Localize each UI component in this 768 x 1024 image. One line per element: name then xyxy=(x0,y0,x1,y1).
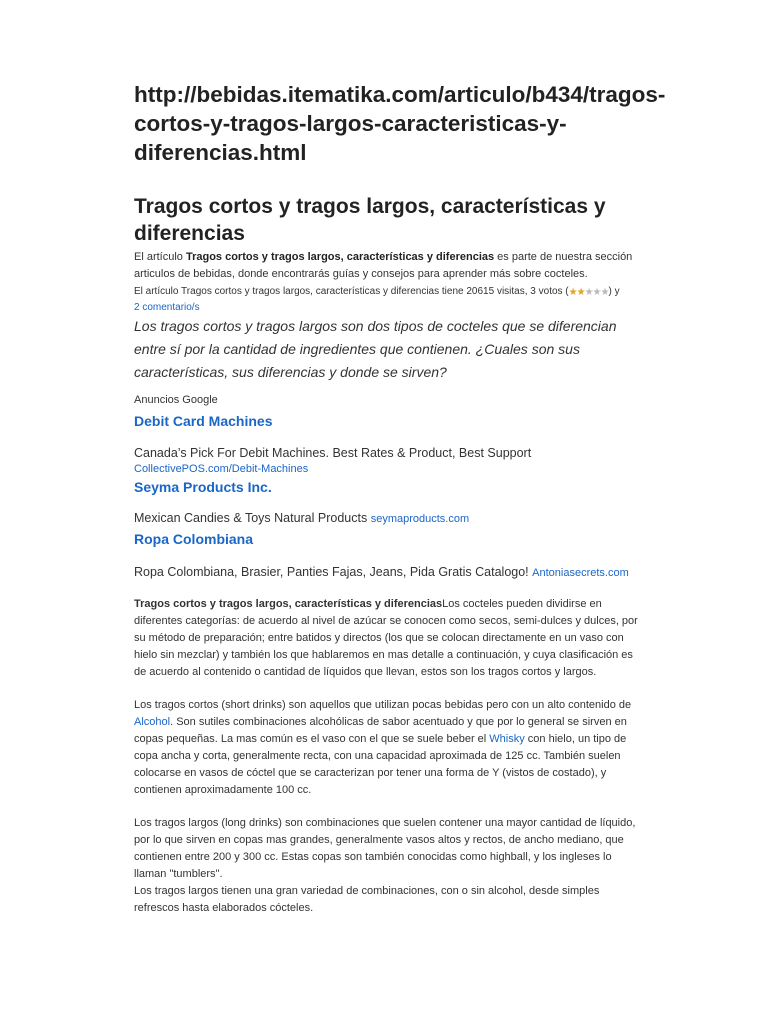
ad-title-link[interactable]: Ropa Colombiana xyxy=(134,531,254,547)
comments-link[interactable]: 2 comentario/s xyxy=(134,302,200,313)
ad-description xyxy=(134,510,642,528)
article-page xyxy=(134,80,666,917)
ad-url-link[interactable]: CollectivePOS.com/Debit-Machines xyxy=(134,463,309,475)
alcohol-link[interactable]: Alcohol xyxy=(134,716,171,728)
star-icon: ★ xyxy=(568,287,577,298)
star-icon: ★ xyxy=(592,287,601,298)
stats-after: ) y xyxy=(608,286,620,297)
body-text: con hielo, un tipo de copa ancha y corta, generalmente recta, con una capacidad aproximada de 125 cc. También suelen colocarse en vasos de cóctel que se caracterizan por tener una forma de Y (vistos de costado), y contienen aproximadamente 100 cc. xyxy=(134,733,627,796)
ad-title-link[interactable]: Seyma Products Inc. xyxy=(134,479,272,495)
article-stats xyxy=(134,284,642,315)
ad-title-link[interactable]: Debit Card Machines xyxy=(134,413,273,429)
url-heading: http://bebidas.itematika.com/articulo/b434/tragos-cortos-y-tragos-largos-caracteristicas-y-diferencias.html xyxy=(134,82,666,165)
star-icon: ★ xyxy=(600,287,609,298)
body-paragraph-1 xyxy=(134,596,642,681)
ad-description: Canada’s Pick For Debit Machines. Best Rates & Product, Best Support xyxy=(134,446,532,460)
ad-description xyxy=(134,564,642,582)
body-text: Los cocteles pueden dividirse en diferentes categorías: de acuerdo al nivel de azúcar se conocen como secos, semi-dulces y dulces, por su método de preparación; entre batidos y directos (los que se colocan directamente en un vaso con hielo sin mezclar) y también los que hablaremos en mas detalle a continuación, y cuya clasificación es de acuerdo al contenido o cantidad de líquidos que llevan, estos son los tragos cortos y largos. xyxy=(134,598,638,678)
body-text: . Son sutiles combinaciones alcohólicas de sabor acentuado y que por lo general se sirven en copas pequeñas. La mas común es el vaso con el que se suele beber el xyxy=(134,716,627,745)
stats-text: El artículo Tragos cortos y tragos largos, características y diferencias tiene 20615 visitas, 3 votos ( xyxy=(134,286,569,297)
body-paragraph-4: Los tragos largos tienen una gran variedad de combinaciones, con o sin alcohol, desde simples refrescos hasta elaborados cócteles. xyxy=(134,885,600,914)
ad-block-3 xyxy=(134,530,642,582)
intro-post: es parte de nuestra sección articulos de bebidas, donde encontrarás guías y consejos para aprender más sobre cocteles. xyxy=(134,251,633,280)
ad-url-link[interactable]: Antoniasecrets.com xyxy=(532,567,629,579)
page-title: Tragos cortos y tragos largos, características y diferencias xyxy=(134,195,606,245)
intro-paragraph xyxy=(134,249,642,282)
ad-desc-text: Mexican Candies & Toys Natural Products xyxy=(134,511,368,525)
star-icon: ★ xyxy=(584,287,593,298)
lead-paragraph: Los tragos cortos y tragos largos son dos tipos de cocteles que se diferencian entre sí por la cantidad de ingredientes que contienen. ¿Cuales son sus características, sus diferencias y donde se sirven? xyxy=(134,318,617,380)
ad-block-1 xyxy=(134,412,642,477)
rating-stars-icon xyxy=(569,285,609,300)
body-paragraph-2 xyxy=(134,697,642,799)
ad-desc-text: Ropa Colombiana, Brasier, Panties Fajas, Jeans, Pida Gratis Catalogo! xyxy=(134,565,529,579)
body-paragraph-3: Los tragos largos (long drinks) son combinaciones que suelen contener una mayor cantidad de líquido, por lo que sirven en copas mas grandes, generalmente vasos altos y rectos, de ancho mediano, que contienen entre 200 y 300 cc. Estas copas son también conocidas como highball, y los ingleses lo llaman "tumblers". xyxy=(134,817,636,880)
star-icon: ★ xyxy=(576,287,585,298)
intro-bold: Tragos cortos y tragos largos, características y diferencias xyxy=(185,251,495,263)
body-text: Los tragos cortos (short drinks) son aquellos que utilizan pocas bebidas pero con un alto contenido de xyxy=(134,699,632,711)
whisky-link[interactable]: Whisky xyxy=(489,733,525,745)
intro-pre: El artículo xyxy=(134,251,186,263)
ad-url-link[interactable]: seymaproducts.com xyxy=(370,513,470,525)
ads-label: Anuncios Google xyxy=(134,394,218,406)
body-bold-title: Tragos cortos y tragos largos, características y diferencias xyxy=(134,598,443,610)
ad-block-2 xyxy=(134,478,642,528)
